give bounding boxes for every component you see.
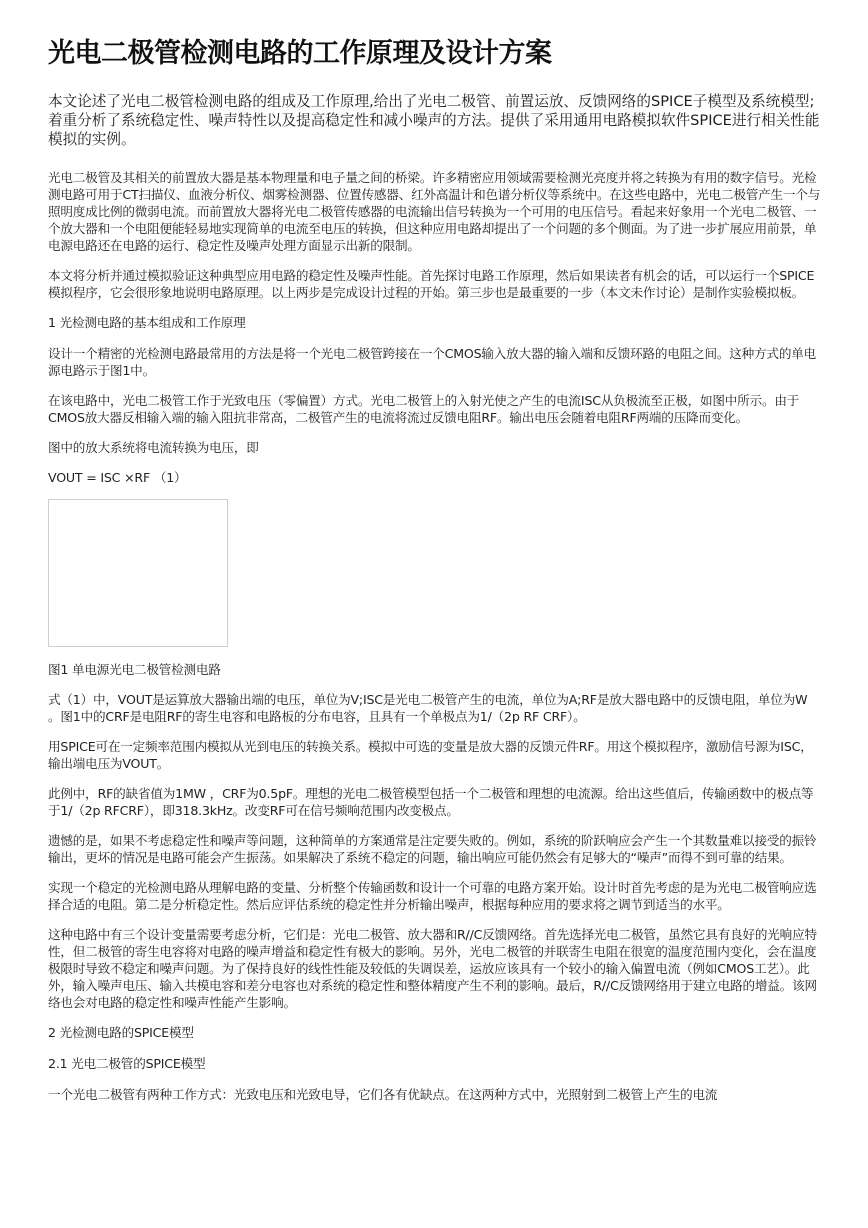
paragraph-design-approach: 实现一个稳定的光检测电路从理解电路的变量、分析整个传输函数和设计一个可靠的电路方案开始。设计时首先考虑的是为光电二极管响应选择合适的电阻。第二是分析稳定性。然后应评估系统的稳定性并分析输出噪声，根据每种应用的要求将之调节到适当的水平。 — [48, 880, 817, 912]
paragraph-photodiode-modes: 一个光电二极管有两种工作方式：光致电压和光致电导，它们各有优缺点。在这两种方式中，光照射到二极管上产生的电流 — [48, 1087, 718, 1102]
paragraph-design-variables: 这种电路中有三个设计变量需要考虑分析，它们是：光电二极管、放大器和R//C反馈网络。首先选择光电二极管，虽然它具有良好的光响应特性，但二极管的寄生电容将对电路的噪声增益和稳定性有极大的影响。另外，光电二极管的并联寄生电阻在很宽的温度范围内变化，会在温度极限时导致不稳定和噪声问题。为了保持良好的线性性能及较低的失调误差，运放应该具有一个较小的输入偏置电流（例如CMOS工艺）。此外，输入噪声电压、输入共模电容和差分电容也对系统的稳定性和整体精度产生不利的影响。最后，R//C反馈网络用于建立电路的增益。该网络也会对电路的稳定性和噪声性能产生影响。 — [48, 927, 817, 1010]
paragraph-equation-explanation: 式（1）中，VOUT是运算放大器输出端的电压，单位为V;ISC是光电二极管产生的电流，单位为A;RF是放大器电路中的反馈电阻，单位为W 。图1中的CRF是电阻RF的寄生电容和电路板的分布电容，且具有一个单极点为1/（2p RF CRF）。 — [48, 692, 808, 724]
subsection-heading-2-1: 2.1 光电二极管的SPICE模型 — [48, 1056, 206, 1071]
figure-1-image-placeholder — [48, 499, 228, 647]
paragraph-default-values: 此例中，RF的缺省值为1MW ，CRF为0.5pF。理想的光电二极管模型包括一个二极管和理想的电流源。给出这些值后，传输函数中的极点等于1/（2p RFCRF），即318.3kHz。改变RF可在信号频响范围内改变极点。 — [48, 786, 814, 818]
paragraph-intro: 光电二极管及其相关的前置放大器是基本物理量和电子量之间的桥梁。许多精密应用领域需要检测光亮度并将之转换为有用的数字信号。光检测电路可用于CT扫描仪、血液分析仪、烟雾检测器、位置传感器、红外高温计和色谱分析仪等系统中。在这些电路中，光电二极管产生一个与照明度成比例的微弱电流。而前置放大器将光电二极管传感器的电流输出信号转换为一个可用的电压信号。看起来好象用一个光电二极管、一个放大器和一个电阻便能轻易地实现简单的电流至电压的转换，但这种应用电路却提出了一个问题的多个侧面。为了进一步扩展应用前景，单电源电路还在电路的运行、稳定性及噪声处理方面显示出新的限制。 — [48, 170, 821, 253]
document-page — [48, 34, 822, 1116]
section-heading-1: 1 光检测电路的基本组成和工作原理 — [48, 315, 246, 330]
figure-1-caption: 图1 单电源光电二极管检测电路 — [48, 662, 221, 677]
paragraph-stability-issues: 遗憾的是，如果不考虑稳定性和噪声等问题，这种简单的方案通常是注定要失败的。例如，系统的阶跃响应会产生一个其数量难以接受的振铃输出，更坏的情况是电路可能会产生振荡。如果解决了系统不稳定的问题，输出响应可能仍然会有足够大的“噪声”而得不到可靠的结果。 — [48, 833, 817, 865]
document-title: 光电二极管检测电路的工作原理及设计方案 — [48, 38, 552, 69]
abstract: 本文论述了光电二极管检测电路的组成及工作原理,给出了光电二极管、前置运放、反馈网络的SPICE子模型及系统模型;着重分析了系统稳定性、噪声特性以及提高稳定性和减小噪声的方法。提供了采用通用电路模拟软件SPICE进行相关性能模拟的实例。 — [48, 93, 820, 148]
paragraph-circuit-method: 设计一个精密的光检测电路最常用的方法是将一个光电二极管跨接在一个CMOS输入放大器的输入端和反馈环路的电阻之间。这种方式的单电源电路示于图1中。 — [48, 346, 816, 378]
paragraph-overview: 本文将分析并通过模拟验证这种典型应用电路的稳定性及噪声性能。首先探讨电路工作原理，然后如果读者有机会的话，可以运行一个SPICE模拟程序，它会很形象地说明电路原理。以上两步是完成设计过程的开始。第三步也是最重要的一步（本文未作讨论）是制作实验模拟板。 — [48, 268, 815, 300]
section-heading-2: 2 光检测电路的SPICE模型 — [48, 1025, 194, 1040]
equation-1: VOUT = ISC ×RF （1） — [48, 470, 187, 485]
paragraph-spice-simulation: 用SPICE可在一定频率范围内模拟从光到电压的转换关系。模拟中可选的变量是放大器的反馈元件RF。用这个模拟程序，激励信号源为ISC，输出端电压为VOUT。 — [48, 739, 813, 771]
paragraph-photovoltaic-mode: 在该电路中，光电二极管工作于光致电压（零偏置）方式。光电二极管上的入射光使之产生的电流ISC从负极流至正极，如图中所示。由于CMOS放大器反相输入端的输入阻抗非常高，二极管产生的电流将流过反馈电阻RF。输出电压会随着电阻RF两端的压降而变化。 — [48, 393, 800, 425]
paragraph-conversion: 图中的放大系统将电流转换为电压，即 — [48, 440, 259, 455]
